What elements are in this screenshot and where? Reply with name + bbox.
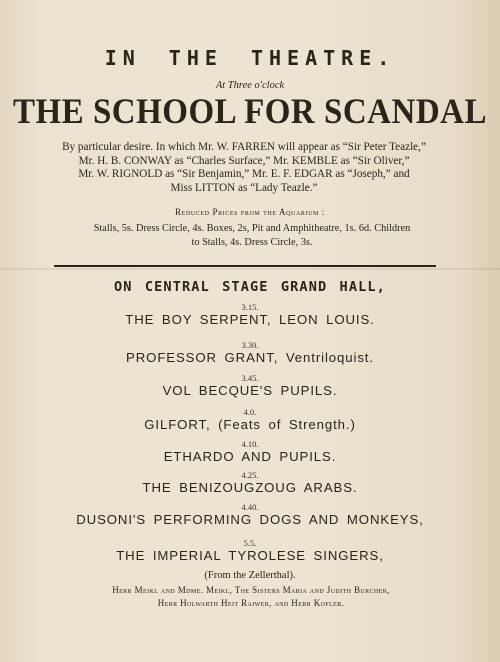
act-time: 4.40. [241,502,259,512]
prices-heading: Reduced Prices from the Aquarium : [175,207,325,217]
play-title: THE SCHOOL FOR SCANDAL [13,92,487,132]
act-name: THE BENIZOUGZOUG ARABS. [142,480,358,495]
cast-paragraph [48,141,440,195]
act-time: 4.10. [241,439,259,449]
act-time: 4.0. [243,407,257,417]
time-subheading: At Three o'clock [215,80,285,91]
cast-line: Mr. H. B. CONWAY as “Charles Surface,” Mr. KEMBLE as “Sir Oliver,” [78,154,410,167]
act-item [0,340,500,365]
cast-line: Mr. W. RIGNOLD as “Sir Benjamin,” Mr. E. F. EDGAR as “Joseph,” and [78,168,410,180]
prices-line: to Stalls, 4s. Dress Circle, 3s. [191,237,313,248]
act-item [0,439,500,464]
act-item [0,373,500,398]
origin-note: (From the Zellerthal). [204,570,296,581]
act-time: 3.15. [241,302,259,312]
act-item [0,502,500,527]
section-divider [54,265,436,267]
act-name: DUSONI'S PERFORMING DOGS AND MONKEYS, [76,512,424,527]
act-time: 3.30. [241,340,259,350]
location-heading: IN THE THEATRE. [104,46,396,70]
act-name: PROFESSOR GRANT, Ventriloquist. [126,350,374,365]
act-name: ETHARDO AND PUPILS. [163,449,337,464]
grand-hall-heading: ON CENTRAL STAGE GRAND HALL, [114,279,386,295]
cast-line: Miss LITTON as “Lady Teazle.” [170,181,318,194]
act-time: 5.5. [243,538,257,548]
paper-fold [0,268,500,270]
prices-text [62,222,442,250]
singers-line: Herr Meikl and Mdme. Meikl, The Sisters Maria and Judith Burcher, [112,585,390,595]
singers-list [52,584,450,610]
cast-line: By particular desire. In which Mr. W. FARREN will appear as “Sir Peter Teazle,” [62,141,426,153]
act-item [0,407,500,432]
act-time: 3.45. [241,373,259,383]
act-item [0,302,500,327]
act-name: THE IMPERIAL TYROLESE SINGERS, [116,548,384,563]
act-name: GILFORT, (Feats of Strength.) [144,417,356,432]
act-time: 4.25. [241,470,259,480]
prices-line: Stalls, 5s. Dress Circle, 4s. Boxes, 2s, Pit and Amphitheatre, 1s. 6d. Children [93,223,411,234]
singers-line: Herr Holwarth Heit Raiwer, and Herr Kofler. [157,598,345,608]
act-item [0,470,500,495]
act-name: THE BOY SERPENT, LEON LOUIS. [125,312,375,327]
act-name: VOL BECQUE'S PUPILS. [162,383,338,398]
act-item [0,538,500,563]
